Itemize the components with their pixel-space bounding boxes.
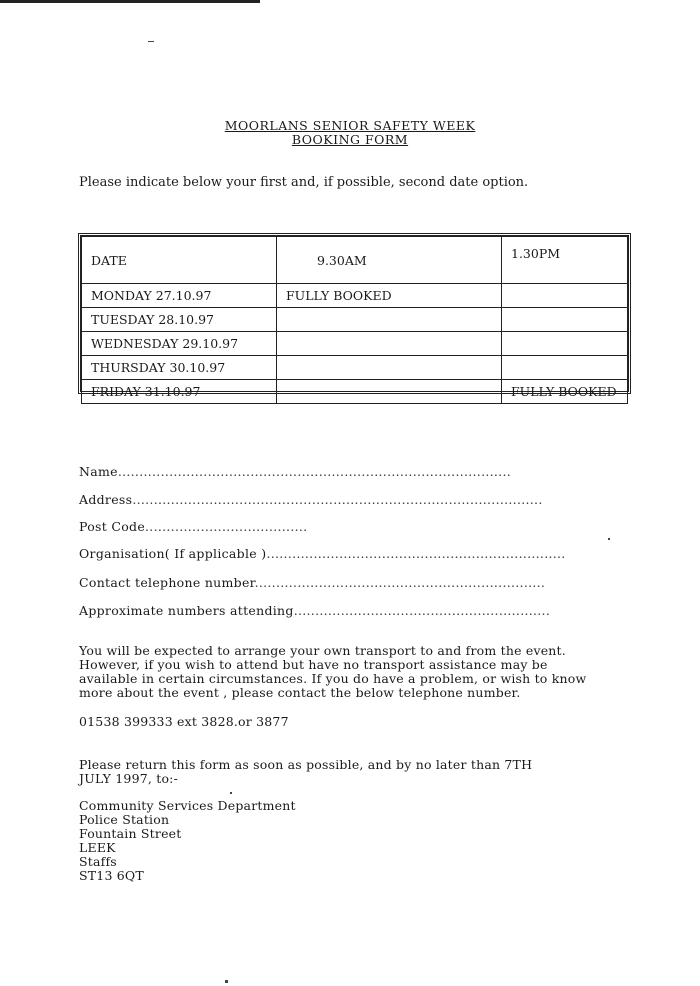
table-row (82, 380, 628, 404)
contact-telephone-field[interactable] (79, 575, 545, 590)
date-cell: THURSDAY 30.10.97 (82, 356, 277, 380)
fill-in-line[interactable]: ............................................................ (293, 603, 551, 618)
table-row (82, 308, 628, 332)
scan-speck (148, 41, 154, 42)
am-slot-cell[interactable]: FULLY BOOKED (277, 284, 502, 308)
field-label: Organisation( If applicable ) (79, 546, 267, 561)
paragraph-line: However, if you wish to attend but have no transport assistance may be (79, 657, 548, 672)
fill-in-line[interactable]: ............................................................................................ (117, 464, 511, 479)
pm-slot-cell[interactable] (502, 284, 628, 308)
fill-in-line[interactable]: ...................................... (145, 519, 308, 534)
paragraph-line: Please return this form as soon as possible, and by no later than 7TH (79, 757, 533, 772)
am-slot-cell[interactable] (277, 332, 502, 356)
pm-slot-cell[interactable] (502, 308, 628, 332)
address-line: Police Station (79, 812, 170, 827)
scan-speck (225, 980, 228, 983)
address-field[interactable] (79, 492, 543, 507)
phone-number: 01538 399333 ext 3828.or 3877 (79, 714, 289, 729)
table-row (82, 284, 628, 308)
name-field[interactable] (79, 464, 511, 479)
header-date: DATE (82, 237, 277, 284)
pm-slot-cell[interactable] (502, 332, 628, 356)
field-label: Contact telephone number (79, 575, 255, 590)
fill-in-line[interactable]: ................................................................................................ (132, 492, 543, 507)
instruction-text: Please indicate below your first and, if possible, second date option. (79, 175, 529, 190)
scan-edge-mark (0, 0, 260, 3)
address-line: Fountain Street (79, 826, 182, 841)
post-code-field[interactable] (79, 519, 307, 534)
address-line: ST13 6QT (79, 868, 144, 883)
date-cell: TUESDAY 28.10.97 (82, 308, 277, 332)
address-line: Community Services Department (79, 798, 296, 813)
return-paragraph (79, 758, 532, 786)
date-cell: WEDNESDAY 29.10.97 (82, 332, 277, 356)
paragraph-line: You will be expected to arrange your own transport to and from the event. (79, 643, 566, 658)
table-header-row (82, 237, 628, 284)
form-title: MOORLANS SENIOR SAFETY WEEK (224, 118, 476, 133)
field-label: Post Code (79, 519, 146, 534)
booking-table (78, 233, 631, 399)
address-line: Staffs (79, 854, 117, 869)
paragraph-line: more about the event , please contact the below telephone number. (79, 685, 521, 700)
pm-slot-cell[interactable]: FULLY BOOKED (502, 380, 628, 404)
numbers-attending-field[interactable] (79, 603, 550, 618)
fill-in-line[interactable]: .................................................................... (254, 575, 546, 590)
header-pm: 1.30PM (502, 237, 628, 284)
paragraph-line: available in certain circumstances. If you do have a problem, or wish to know (79, 671, 587, 686)
transport-paragraph (79, 644, 586, 700)
organisation-field[interactable] (79, 546, 566, 561)
date-cell: FRIDAY 31.10.97 (82, 380, 277, 404)
scan-speck (608, 538, 610, 540)
return-address (79, 799, 296, 883)
address-line: LEEK (79, 840, 116, 855)
fill-in-line[interactable]: ...................................................................... (266, 546, 566, 561)
field-label: Address (79, 492, 133, 507)
table-row (82, 332, 628, 356)
pm-slot-cell[interactable] (502, 356, 628, 380)
am-slot-cell[interactable] (277, 356, 502, 380)
scan-speck (230, 792, 232, 794)
paragraph-line: JULY 1997, to:- (79, 771, 179, 786)
field-label: Name (79, 464, 118, 479)
date-cell: MONDAY 27.10.97 (82, 284, 277, 308)
am-slot-cell[interactable] (277, 380, 502, 404)
header-am: 9.30AM (277, 237, 502, 284)
am-slot-cell[interactable] (277, 308, 502, 332)
field-label: Approximate numbers attending (79, 603, 294, 618)
form-subtitle: BOOKING FORM (291, 132, 409, 147)
table-row (82, 356, 628, 380)
